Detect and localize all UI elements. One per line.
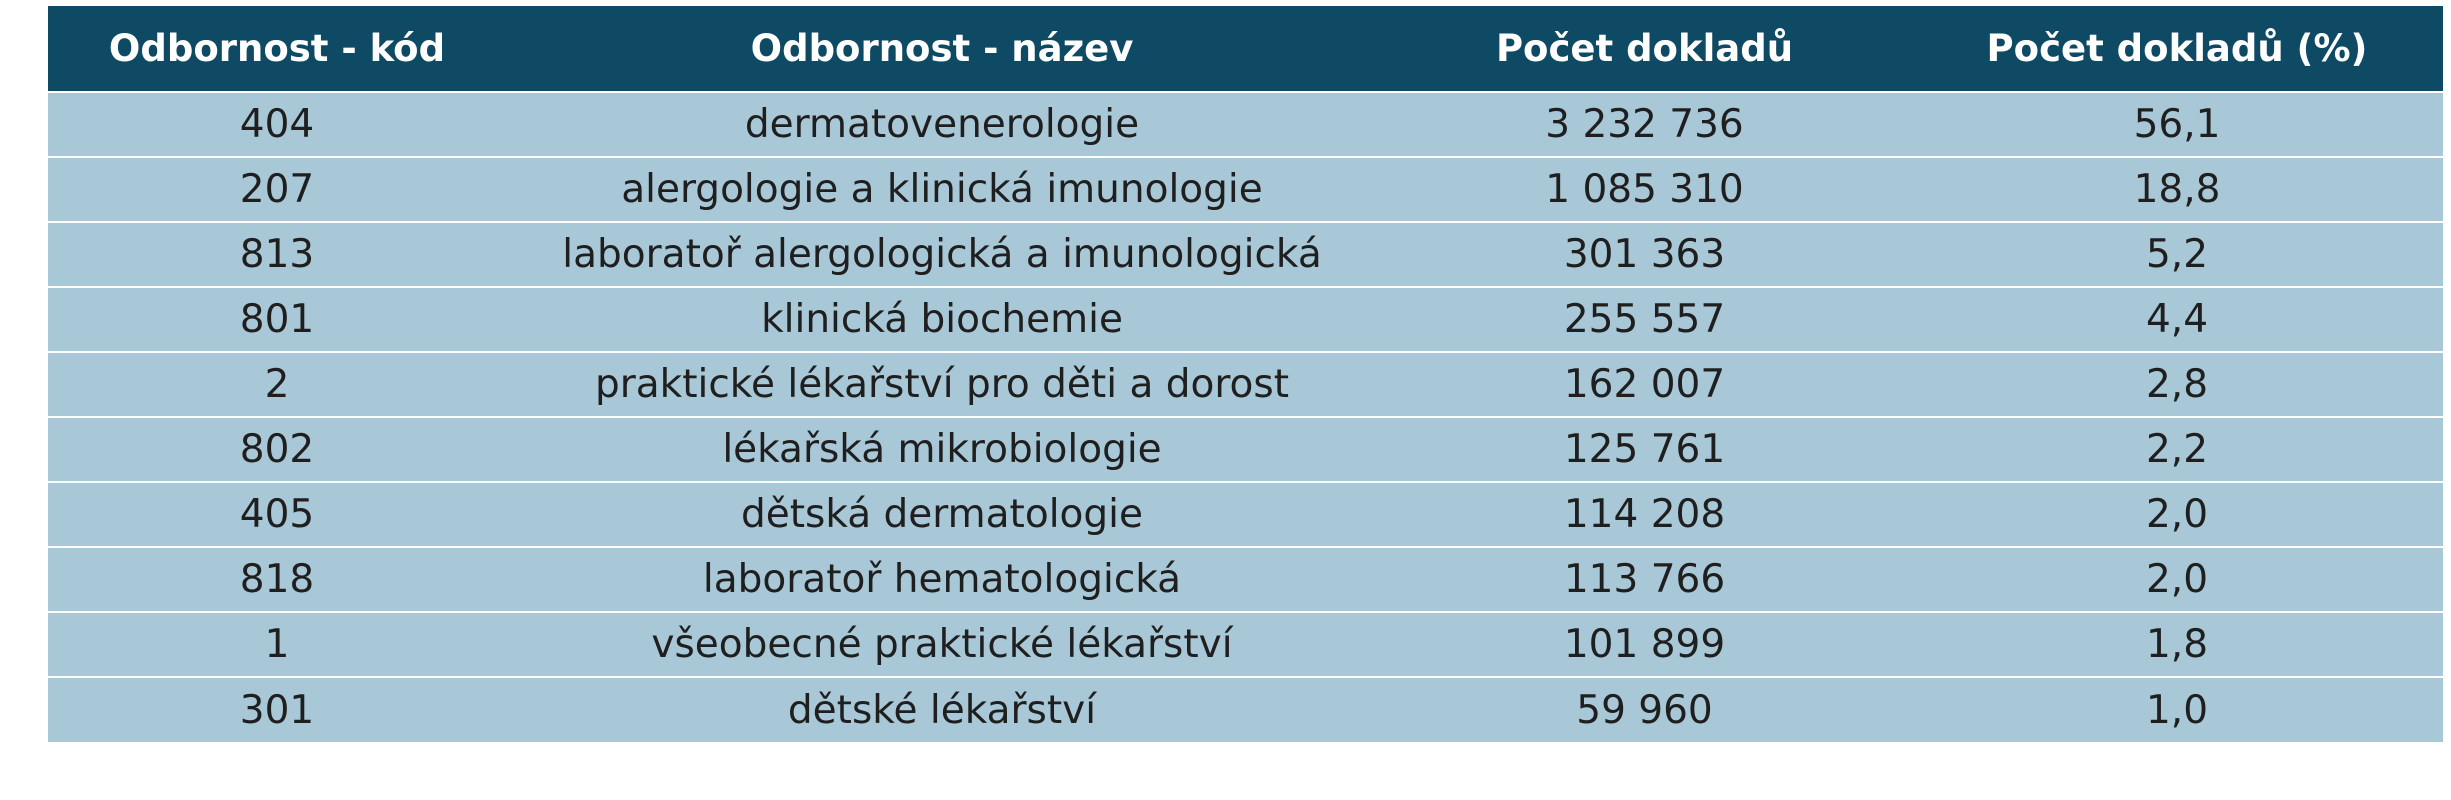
cell-name: lékařská mikrobiologie — [722, 427, 1162, 472]
cell-count: 1 085 310 — [1545, 167, 1744, 212]
header-cell-name: Odbornost - název — [750, 27, 1134, 70]
cell-count: 101 899 — [1563, 622, 1726, 667]
cell-code: 801 — [239, 297, 315, 342]
cell-name: klinická biochemie — [761, 297, 1123, 342]
cell-name: alergologie a klinická imunologie — [621, 167, 1263, 212]
table-row — [48, 222, 2443, 287]
cell-percent: 1,8 — [2145, 622, 2209, 667]
cell-count: 255 557 — [1563, 297, 1726, 342]
table-row — [48, 157, 2443, 222]
cell-percent: 56,1 — [2133, 102, 2221, 147]
cell-percent: 5,2 — [2145, 232, 2209, 277]
cell-code: 818 — [239, 557, 315, 602]
table-header-row — [48, 6, 2443, 92]
cell-name: laboratoř hematologická — [702, 557, 1182, 602]
table-row — [48, 482, 2443, 547]
cell-code: 802 — [239, 427, 315, 472]
cell-code: 813 — [239, 232, 315, 277]
header-cell-count: Počet dokladů — [1495, 27, 1794, 70]
cell-count: 3 232 736 — [1545, 102, 1744, 147]
table-row — [48, 612, 2443, 677]
cell-code: 301 — [239, 687, 315, 733]
cell-name: dětská dermatologie — [741, 492, 1143, 537]
cell-count: 301 363 — [1563, 232, 1726, 277]
cell-name: dermatovenerologie — [744, 102, 1140, 147]
cell-code: 207 — [239, 167, 315, 212]
cell-name: laboratoř alergologická a imunologická — [562, 232, 1322, 277]
table-row — [48, 417, 2443, 482]
table-row — [48, 92, 2443, 157]
table-row — [48, 352, 2443, 417]
table-row — [48, 547, 2443, 612]
cell-code: 2 — [264, 362, 290, 407]
cell-percent: 2,8 — [2145, 362, 2209, 407]
cell-percent: 1,0 — [2145, 687, 2209, 733]
cell-percent: 4,4 — [2145, 297, 2209, 342]
header-cell-percent: Počet dokladů (%) — [1986, 27, 2368, 70]
cell-count: 125 761 — [1563, 427, 1726, 472]
header-cell-code: Odbornost - kód — [108, 27, 446, 70]
cell-count: 162 007 — [1563, 362, 1726, 407]
cell-name: dětské lékařství — [787, 687, 1097, 733]
cell-name: všeobecné praktické lékařství — [651, 622, 1233, 667]
cell-count: 114 208 — [1563, 492, 1726, 537]
table-row — [48, 677, 2443, 742]
cell-code: 405 — [239, 492, 315, 537]
cell-percent: 2,2 — [2145, 427, 2209, 472]
cell-code: 1 — [264, 622, 290, 667]
data-table — [48, 6, 2443, 742]
cell-name: praktické lékařství pro děti a dorost — [594, 362, 1290, 407]
cell-code: 404 — [239, 102, 315, 147]
cell-percent: 18,8 — [2133, 167, 2221, 212]
cell-count: 59 960 — [1576, 687, 1713, 733]
table-row — [48, 287, 2443, 352]
cell-percent: 2,0 — [2145, 492, 2209, 537]
cell-percent: 2,0 — [2145, 557, 2209, 602]
cell-count: 113 766 — [1563, 557, 1726, 602]
